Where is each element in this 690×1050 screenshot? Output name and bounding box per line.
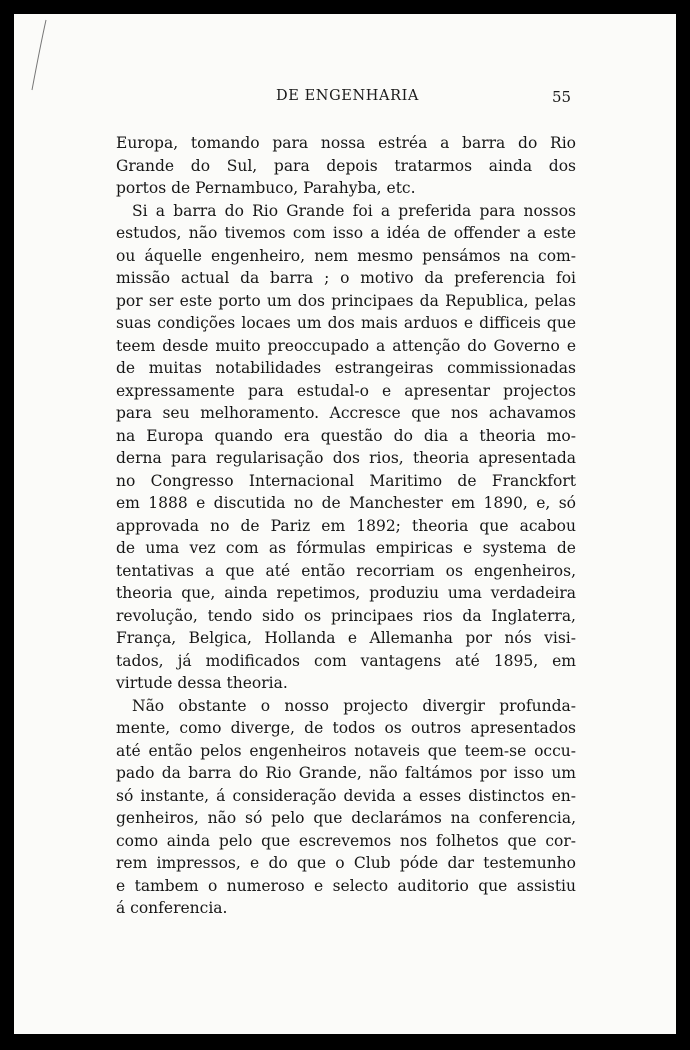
book-page [14, 14, 676, 1034]
text-line: ou áquelle engenheiro, nem mesmo pensámos na com- [116, 246, 576, 265]
text-line: virtude dessa theoria. [116, 674, 288, 692]
text-line: suas condições locaes um dos mais arduos e difficeis que [116, 314, 576, 332]
text-line: para seu melhoramento. Accresce que nos achavamos [116, 404, 576, 422]
text-line: Grande do Sul, para depois tratarmos ainda dos [116, 156, 576, 175]
paragraph-2 [116, 200, 576, 695]
text-line: á conferencia. [116, 899, 228, 917]
text-line: em 1888 e discutida no de Manchester em 1890, e, só [116, 494, 576, 512]
text-line: só instante, á consideração devida a esses distinctos en- [116, 786, 576, 805]
text-line: missão actual da barra ; o motivo da preferencia foi [116, 269, 576, 287]
text-line: de muitas notabilidades estrangeiras commissionadas [116, 359, 576, 377]
text-line: teem desde muito preoccupado a attenção do Governo e [116, 336, 576, 355]
paragraph-3 [116, 695, 576, 920]
text-line: genheiros, não só pelo que declarámos na conferencia, [116, 809, 576, 827]
running-head: DE ENGENHARIA [276, 88, 419, 104]
page-header [14, 88, 676, 112]
text-line: theoria que, ainda repetimos, produziu uma verdadeira [116, 584, 576, 602]
page-number: 55 [552, 88, 572, 106]
text-line: até então pelos engenheiros notaveis que teem-se occu- [116, 741, 576, 760]
margin-scratch-mark [24, 18, 54, 98]
text-line: e tambem o numeroso e selecto auditorio que assistiu [116, 876, 576, 895]
text-line: mente, como diverge, de todos os outros apresentados [116, 719, 576, 737]
paragraph-1 [116, 132, 576, 200]
text-line: no Congresso Internacional Maritimo de Franckfort [116, 471, 576, 490]
text-line: expressamente para estudal-o e apresentar projectos [116, 381, 576, 400]
body-text [116, 132, 576, 920]
text-line: rem impressos, e do que o Club póde dar testemunho [116, 854, 576, 872]
text-line: estudos, não tivemos com isso a idéa de offender a este [116, 224, 576, 242]
text-line: approvada no de Pariz em 1892; theoria que acabou [116, 516, 576, 535]
text-line: na Europa quando era questão do dia a theoria mo- [116, 426, 576, 445]
text-line: França, Belgica, Hollanda e Allemanha por nós visi- [116, 629, 576, 647]
text-line: pado da barra do Rio Grande, não faltámos por isso um [116, 764, 576, 782]
text-line: tados, já modificados com vantagens até 1895, em [116, 651, 576, 670]
text-line: Si a barra do Rio Grande foi a preferida para nossos [132, 201, 576, 220]
text-line: tentativas a que até então recorriam os engenheiros, [116, 561, 576, 580]
text-line: como ainda pelo que escrevemos nos folhetos que cor- [116, 831, 576, 850]
text-line: de uma vez com as fórmulas empiricas e systema de [116, 539, 576, 557]
text-line: derna para regularisação dos rios, theoria apresentada [116, 449, 576, 467]
text-line: revolução, tendo sido os principaes rios da Inglaterra, [116, 606, 576, 625]
text-line: por ser este porto um dos principaes da Republica, pelas [116, 291, 576, 310]
text-line: Não obstante o nosso projecto divergir profunda- [132, 696, 576, 715]
text-line: portos de Pernambuco, Parahyba, etc. [116, 179, 416, 197]
text-line: Europa, tomando para nossa estréa a barra do Rio [116, 134, 576, 152]
